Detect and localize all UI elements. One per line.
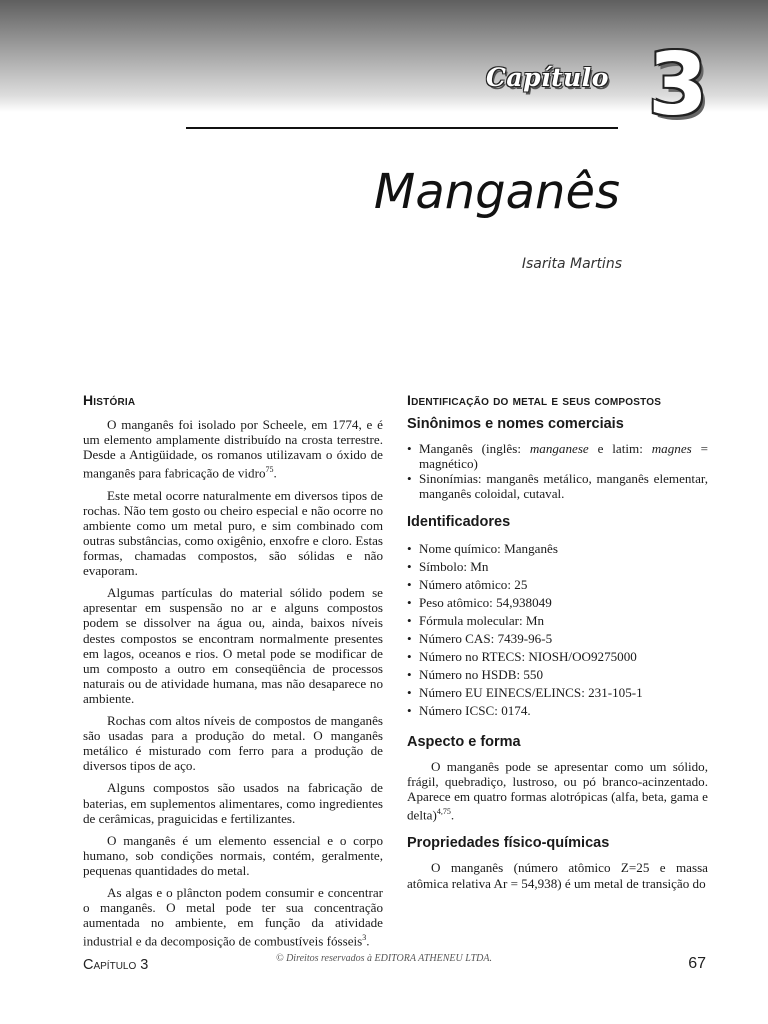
paragraph: Alguns compostos são usados na fabricação de baterias, em suplementos alimentares, como ingredientes de cerâmicas, praguicidas e fertilizantes. [83, 780, 383, 826]
list-item: • Número no HSDB: 550 [407, 666, 708, 684]
page-number: 67 [688, 955, 706, 972]
list-item: • Manganês (inglês: manganese e latim: magnes = magnético) [407, 441, 708, 471]
paragraph: Algumas partículas do material sólido podem se apresentar em suspensão no ar e alguns compostos podem se dissolver na água ou, ainda, baixos níveis destes compostos se encontram normalmente presentes em lagos, oceanos e rios. O metal pode se modificar de um composto a outro em conseqüência de processos naturais ou de atividade humana, mas não desaparece no ambiente. [83, 585, 383, 706]
section-heading-historia: História [83, 392, 136, 408]
list-item: • Número ICSC: 0174. [407, 702, 708, 720]
paragraph: As algas e o plâncton podem consumir e concentrar o manganês. O metal pode ter sua concentração aumentada no ambiente, em função da atividade industrial e da decomposição de combustíveis fósseis$^3$. [83, 884, 383, 949]
list-item: • Peso atômico: 54,938049 [407, 594, 708, 612]
paragraph: Este metal ocorre naturalmente em diversos tipos de rochas. Não tem gosto ou cheiro especial e não ocorre no ambiente como um metal puro, e sim combinado com outras substâncias, como oxigênio, enxofre e cloro. Estas formas, chamadas compostos, são sólidas e não evaporam. [83, 487, 383, 579]
subheading-identificadores: Identificadores [407, 514, 511, 531]
list-item: • Sinonímias: manganês metálico, manganês elementar, manganês coloidal, cutaval. [407, 471, 708, 501]
footer-chapter: Capítulo 3 [83, 957, 149, 973]
paragraph: O manganês foi isolado por Scheele, em 1774, e é um elemento amplamente distribuído na crosta terrestre. Desde a Antigüidade, os romanos utilizavam o óxido de manganês para fabricação de vidro$^{75}$. [83, 417, 383, 481]
list-item: • Número atômico: 25 [407, 576, 708, 594]
list-item: • Número EU EINECS/ELINCS: 231-105-1 [407, 684, 708, 702]
list-item: • Número CAS: 7439-96-5 [407, 630, 708, 648]
list-item: • Número no RTECS: NIOSH/OO9275000 [407, 648, 708, 666]
list-item: • Fórmula molecular: Mn [407, 612, 708, 630]
list-item: • Nome químico: Manganês [407, 540, 708, 558]
section-heading-identificacao: Identificação do metal e seus compostos [407, 392, 662, 408]
title-rule [186, 127, 618, 129]
subheading-sinonimos: Sinônimos e nomes comerciais [407, 416, 624, 432]
identifiers-list [407, 540, 708, 721]
paragraph: O manganês é um elemento essencial e o corpo humano, sob condições normais, contém, geralmente, pequenas quantidades do metal. [83, 832, 383, 878]
author-name: Isarita Martins [521, 256, 622, 272]
chapter-number: 3 [648, 35, 708, 135]
synonyms-list [407, 441, 708, 501]
page-title: Manganês [373, 164, 620, 220]
subheading-propriedades: Propriedades físico-químicas [407, 835, 610, 852]
footer-copyright: © Direitos reservados à EDITORA ATHENEU LTDA. [275, 953, 492, 964]
paragraph: O manganês (número atômico Z=25 e massa atômica relativa Ar = 54,938) é um metal de transição do [407, 860, 708, 891]
right-column [407, 392, 708, 898]
paragraph: Rochas com altos níveis de compostos de manganês são usadas para a produção do metal. O manganês metálico é misturado com ferro para a produção de diversos tipos de aço. [83, 713, 383, 774]
left-column [83, 392, 383, 956]
subheading-aspecto: Aspecto e forma [407, 733, 521, 750]
list-item: • Símbolo: Mn [407, 558, 708, 576]
chapter-label: Capítulo [486, 63, 609, 92]
paragraph: O manganês pode se apresentar como um sólido, frágil, quebradiço, lustroso, ou pó branco-acinzentado. Aparece em quatro formas alotrópicas (alfa, beta, gama e delta)$^{4,75}$. [407, 758, 708, 823]
